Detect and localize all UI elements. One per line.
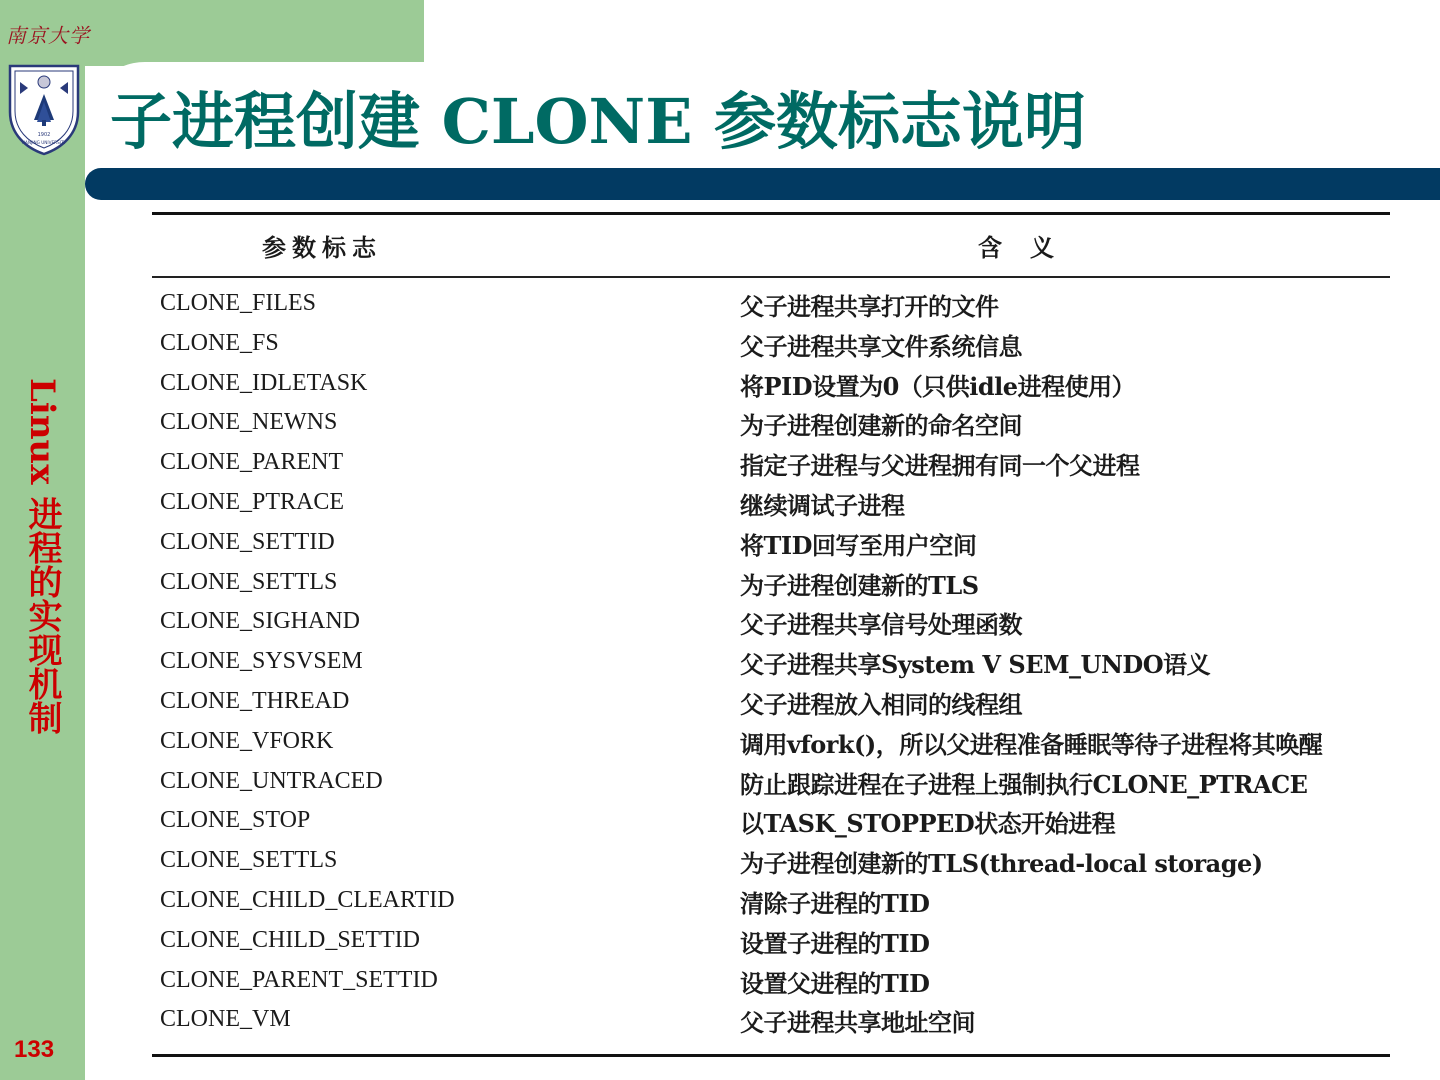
flag-cell: CLONE_VM bbox=[160, 1006, 291, 1033]
table-row bbox=[152, 686, 1390, 726]
meaning-cell: 为子进程创建新的命名空间 bbox=[740, 411, 1022, 441]
header-flag: 参数标志 bbox=[262, 233, 382, 262]
meaning-cell: 将TID回写至用户空间 bbox=[740, 530, 977, 560]
page-number: 133 bbox=[14, 1036, 55, 1063]
title-underline-bar bbox=[85, 168, 1440, 200]
flag-cell: CLONE_SETTLS bbox=[160, 568, 338, 595]
table-row bbox=[152, 766, 1390, 806]
meaning-cell: 父子进程共享文件系统信息 bbox=[740, 331, 1022, 361]
meaning-cell: 以TASK_STOPPED状态开始进程 bbox=[740, 809, 1116, 839]
header-meaning: 含义 bbox=[978, 233, 1082, 262]
university-logo-text: 南京大学 bbox=[6, 23, 90, 48]
table-row bbox=[152, 407, 1390, 447]
flag-cell: CLONE_SETTID bbox=[160, 528, 335, 555]
meaning-cell: 为子进程创建新的TLS bbox=[740, 570, 979, 600]
meaning-cell: 设置父进程的TID bbox=[740, 968, 930, 998]
table-row bbox=[152, 527, 1390, 567]
meaning-cell: 设置子进程的TID bbox=[740, 928, 930, 958]
meaning-cell: 父子进程放入相同的线程组 bbox=[740, 689, 1022, 719]
table-top-rule bbox=[152, 212, 1390, 215]
meaning-cell: 将PID设置为0（只供idle进程使用） bbox=[740, 371, 1136, 401]
meaning-cell: 父子进程共享地址空间 bbox=[740, 1008, 975, 1038]
table-row bbox=[152, 845, 1390, 885]
meaning-cell: 指定子进程与父进程拥有同一个父进程 bbox=[740, 451, 1140, 481]
flag-cell: CLONE_NEWNS bbox=[160, 409, 338, 436]
table-bottom-rule bbox=[152, 1054, 1390, 1057]
flag-cell: CLONE_PTRACE bbox=[160, 488, 345, 515]
table-row bbox=[152, 447, 1390, 487]
flag-cell: CLONE_IDLETASK bbox=[160, 369, 368, 396]
flag-cell: CLONE_FILES bbox=[160, 290, 316, 316]
meaning-cell: 为子进程创建新的TLS(thread-local storage) bbox=[740, 849, 1263, 879]
table-row bbox=[152, 567, 1390, 607]
table-row bbox=[152, 368, 1390, 408]
flag-cell: CLONE_CHILD_SETTID bbox=[160, 926, 420, 953]
flag-cell: CLONE_SIGHAND bbox=[160, 608, 360, 635]
flag-cell: CLONE_UNTRACED bbox=[160, 767, 383, 794]
flag-cell: CLONE_THREAD bbox=[160, 687, 350, 714]
meaning-cell: 清除子进程的TID bbox=[740, 888, 930, 918]
table-row bbox=[152, 1004, 1390, 1044]
table-row bbox=[152, 805, 1390, 845]
flag-cell: CLONE_PARENT_SETTID bbox=[160, 966, 438, 993]
meaning-cell: 继续调试子进程 bbox=[740, 490, 905, 520]
table-row bbox=[152, 606, 1390, 646]
table-row bbox=[152, 288, 1390, 328]
clone-flags-table bbox=[152, 210, 1390, 1062]
table-row bbox=[152, 646, 1390, 686]
table-body bbox=[152, 288, 1390, 1044]
table-row bbox=[152, 925, 1390, 965]
meaning-cell: 父子进程共享System V SEM_UNDO语义 bbox=[740, 650, 1211, 680]
seal-caption: NANJING UNIVERSITY bbox=[21, 140, 67, 145]
flag-cell: CLONE_CHILD_CLEARTID bbox=[160, 886, 455, 913]
section-label: Linux 进程的实现机制 bbox=[22, 378, 62, 735]
flag-cell: CLONE_PARENT bbox=[160, 449, 344, 476]
flag-cell: CLONE_STOP bbox=[160, 807, 311, 834]
table-row bbox=[152, 726, 1390, 766]
flag-cell: CLONE_SYSVSEM bbox=[160, 648, 363, 675]
flag-cell: CLONE_FS bbox=[160, 329, 279, 356]
flag-cell: CLONE_SETTLS bbox=[160, 847, 338, 874]
table-header-rule bbox=[152, 276, 1390, 278]
table-row bbox=[152, 885, 1390, 925]
flag-cell: CLONE_VFORK bbox=[160, 727, 334, 754]
table-row bbox=[152, 328, 1390, 368]
table-row bbox=[152, 965, 1390, 1005]
meaning-cell: 防止跟踪进程在子进程上强制执行CLONE_PTRACE bbox=[740, 769, 1308, 799]
university-seal-icon bbox=[6, 60, 82, 156]
seal-year: 1902 bbox=[37, 132, 51, 138]
meaning-cell: 调用vfork()，所以父进程准备睡眠等待子进程将其唤醒 bbox=[740, 729, 1323, 759]
table-row bbox=[152, 487, 1390, 527]
meaning-cell: 父子进程共享打开的文件 bbox=[740, 292, 999, 321]
meaning-cell: 父子进程共享信号处理函数 bbox=[740, 610, 1022, 640]
page-title: 子进程创建 CLONE 参数标志说明 bbox=[110, 85, 1087, 158]
